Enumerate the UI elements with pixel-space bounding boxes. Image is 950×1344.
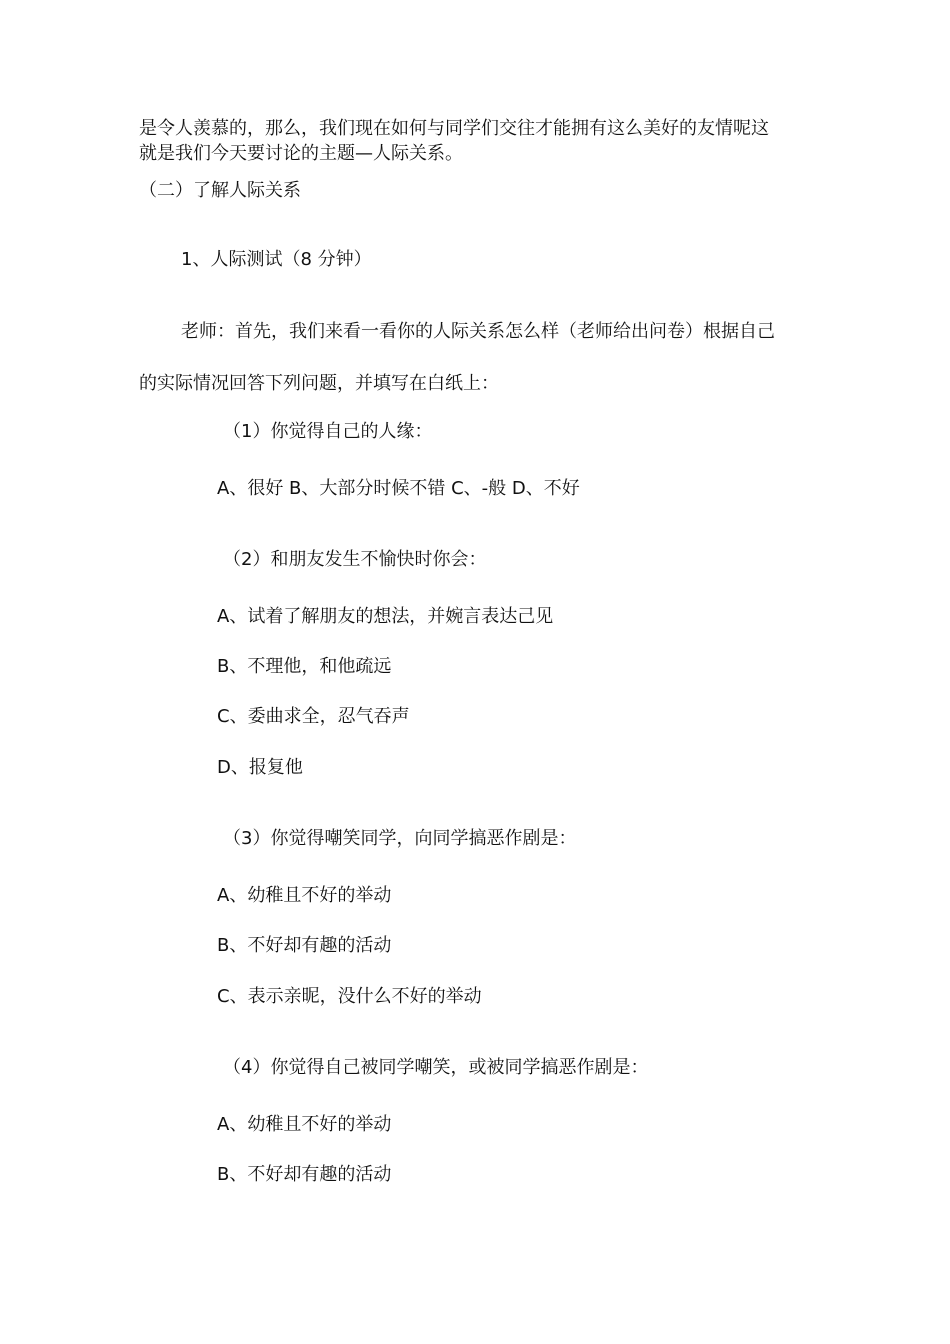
question-2: （2）和朋友发生不愉快时你会： [223, 549, 487, 570]
question-2-option-c: C、委曲求全，忍气吞声 [217, 706, 410, 727]
section-heading: （二）了解人际关系 [139, 180, 301, 201]
question-4-option-a: A、幼稚且不好的举动 [217, 1114, 392, 1135]
question-1-options: A、很好 B、大部分时候不错 C、-般 D、不好 [217, 478, 580, 499]
question-2-option-a: A、试着了解朋友的想法，并婉言表达己见 [217, 606, 554, 627]
teacher-paragraph-line-2: 的实际情况回答下列问题，并填写在白纸上： [139, 373, 499, 394]
teacher-paragraph-line-1: 老师：首先，我们来看一看你的人际关系怎么样（老师给出问卷）根据自己 [181, 321, 775, 342]
question-4: （4）你觉得自己被同学嘲笑，或被同学搞恶作剧是： [223, 1057, 649, 1078]
intro-paragraph-line-1: 是令人羡慕的，那么，我们现在如何与同学们交往才能拥有这么美好的友情呢这 [139, 118, 769, 139]
question-3-option-c: C、表示亲昵，没什么不好的举动 [217, 986, 482, 1007]
question-4-option-b: B、不好却有趣的活动 [217, 1164, 392, 1185]
question-2-option-b: B、不理他，和他疏远 [217, 656, 392, 677]
intro-paragraph-line-2: 就是我们今天要讨论的主题—人际关系。 [139, 143, 463, 164]
subsection-heading: 1、人际测试（8 分钟） [181, 249, 372, 270]
question-3-option-b: B、不好却有趣的活动 [217, 935, 392, 956]
question-2-option-d: D、报复他 [217, 757, 303, 778]
question-1: （1）你觉得自己的人缘： [223, 421, 433, 442]
question-3-option-a: A、幼稚且不好的举动 [217, 885, 392, 906]
question-3: （3）你觉得嘲笑同学，向同学搞恶作剧是： [223, 828, 577, 849]
